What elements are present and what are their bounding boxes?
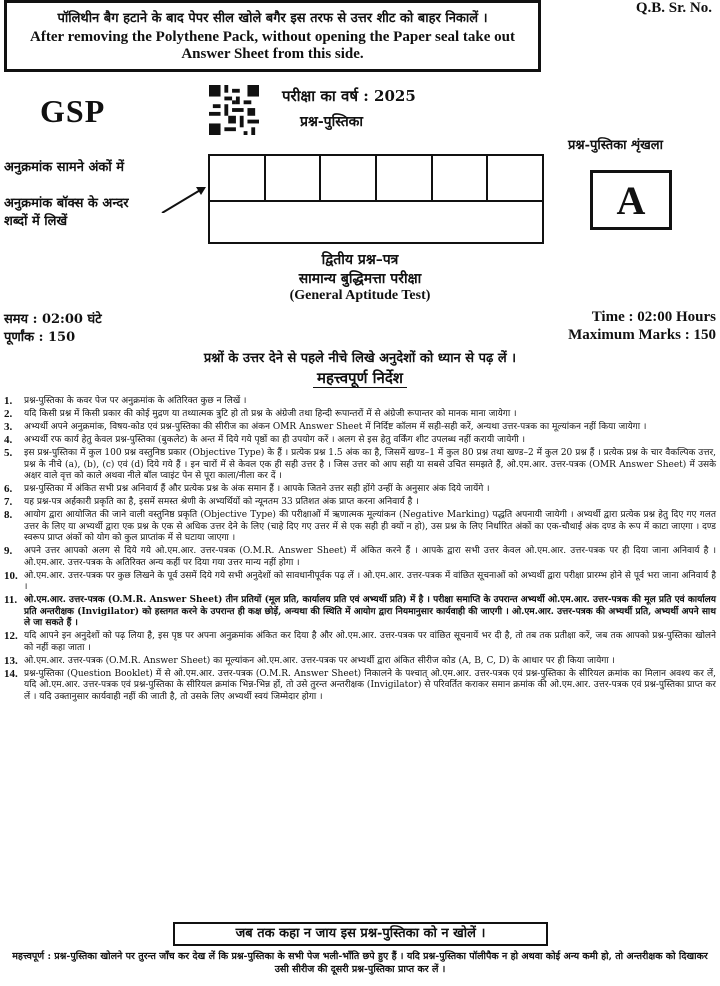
seal-notice-box bbox=[4, 0, 541, 72]
roll-digit-cell[interactable] bbox=[321, 156, 377, 200]
instruction-text: यदि आपने इन अनुदेशों को पढ़ लिया है, इस पृष्ठ पर अपना अनुक्रमांक अंकित कर दिया है और ओ.एम.आर. उत्तर-पत्रक पर वांछित सूचनायें भर दी है, तो तब तक प्रतीक्षा करें, जब तक आपको प्रश्न-पुस्तिका खोलने को नहीं कहा जाता । bbox=[24, 631, 716, 653]
instruction-number: 1. bbox=[4, 395, 13, 407]
instruction-text: अपने उत्तर आपको अलग से दिये गये ओ.एम.आर. उत्तर-पत्रक (O.M.R. Answer Sheet) में अंकित करने हैं । आपके द्वारा सभी उत्तर केवल ओ.एम.आर. उत्तर-पत्रक पर ही दिया जाना अनिवार्य है । ओ.एम.आर. उत्तर-पत्रक के अतिरिक्त अन्य कहीं पर दिया गया उत्तर मान्य नहीं होगा । bbox=[24, 546, 716, 568]
marks-english: Maximum Marks : 150 bbox=[568, 327, 716, 343]
instruction-number: 4. bbox=[4, 434, 13, 446]
instruction-item bbox=[4, 448, 716, 483]
instruction-number: 10. bbox=[4, 569, 18, 582]
instruction-text: अभ्यर्थी रफ कार्य हेतु केवल प्रश्न-पुस्तिका (बुकलेट) के अन्त में दिये गये पृष्ठों का ही उपयोग करें । अलग से इस हेतु वर्किंग शीट उपलब्ध नहीं करायी जायेगी । bbox=[24, 435, 526, 445]
series-box: A bbox=[590, 170, 672, 230]
instruction-item bbox=[4, 409, 716, 421]
instruction-item bbox=[4, 656, 716, 668]
instruction-text: ओ.एम.आर. उत्तर-पत्रक पर कुछ लिखने के पूर्व उसमें दिये गये सभी अनुदेशों को सावधानीपूर्वक पढ़ लें । ओ.एम.आर. उत्तर-पत्रक में वांछित सूचनाओं को अभ्यर्थी द्वारा परीक्षा प्रारम्भ होने से पूर्व भरा जाना अनिवार्य है । bbox=[24, 570, 716, 592]
instruction-text: प्रश्न-पुस्तिका (Question Booklet) में से ओ.एम.आर. उत्तर-पत्रक (O.M.R. Answer Sheet) निकालने के पश्चात् ओ.एम.आर. उत्तर-पत्रक एवं प्रश्न-पुस्तिका के सीरियल क्रमांक का मिलान अवश्य कर लें, यदि ओ.एम.आर. उत्तर-पत्रक एवं प्रश्न-पुस्तिका के सीरियल क्रमांक भिन्न-भिन्न हों, तो उसे तुरन्त अन्तरीक्षक (Invigilator) से परिवर्तित कराकर समान क्रमांक की ओ.एम.आर. उत्तर-पत्रक एवं प्रश्न-पुस्तिका प्राप्त कर लें । यदि उक्तानुसार कार्यवाही नहीं की जाती है, तो उसके लिए अभ्यर्थी स्वयं जिम्मेदार होगा । bbox=[24, 668, 716, 702]
instructions-title bbox=[0, 368, 720, 388]
subject-english: (General Aptitude Test) bbox=[289, 288, 431, 303]
instruction-number: 8. bbox=[4, 509, 13, 521]
instruction-number: 13. bbox=[4, 654, 18, 667]
instruction-text: आयोग द्वारा आयोजित की जाने वाली वस्तुनिष्ठ प्रकृति (Objective Type) की परीक्षाओं में ऋणात्मक मूल्यांकन (Negative Marking) पद्धति अपनायी जायेगी । अभ्यर्थी द्वारा प्रत्येक प्रश्न हेतु दिए गए गलत उत्तर के लिए या अभ्यर्थी द्वारा एक प्रश्न के एक से अधिक उत्तर देने के लिए (चाहे दिए गए उत्तर में से एक सही ही क्यों न हो), उस प्रश्न के लिए निर्धारित अंकों का एक-चौथाई अंक दण्ड के रूप में काटा जाएगा । दण्ड स्वरूप प्राप्त अंकों को योग को कुल प्राप्तांक में से घटाया जाएगा । bbox=[24, 510, 716, 543]
instruction-text: अभ्यर्थी अपने अनुक्रमांक, विषय-कोड एवं प्रश्न-पुस्तिका की सीरीज का अंकन OMR Answer Sheet में निर्दिष्ट कॉलम में सही-सही करें, अन्यथा उत्तर-पत्रक का मूल्यांकन नहीं किया जायेगा । bbox=[24, 422, 647, 432]
instruction-item bbox=[4, 631, 716, 654]
qr-code-icon bbox=[208, 85, 260, 135]
important-note: महत्त्वपूर्ण : प्रश्न-पुस्तिका खोलने पर तुरन्त जाँच कर देख लें कि प्रश्न-पुस्तिका के सभी पेज भली-भाँति छपे हुए हैं । यदि प्रश्न-पुस्तिका पॉलीपैक न हो अथवा कोई अन्य कमी हो, तो अन्तरीक्षक को दिखाकर उसी सीरीज की दूसरी प्रश्न-पुस्तिका प्राप्त कर लें । bbox=[12, 951, 708, 975]
instruction-text: प्रश्न-पुस्तिका में अंकित सभी प्रश्न अनिवार्य हैं और प्रत्येक प्रश्न के अंक समान हैं । आपके जितने उत्तर सही होंगे उन्हीं के अनुसार अंक दिये जायेंगे । bbox=[24, 484, 490, 494]
exam-year: परीक्षा का वर्ष : 2025 bbox=[282, 87, 416, 105]
instructions-list bbox=[4, 396, 716, 705]
instruction-text: यदि किसी प्रश्न में किसी प्रकार की कोई मुद्रण या तथ्यात्मक त्रुटि हो तो प्रश्न के अंग्रेजी तथा हिन्दी रूपान्तरों में से अंग्रेजी रूपान्तर को मानक माना जायेगा । bbox=[24, 409, 517, 419]
instruction-number: 7. bbox=[4, 496, 13, 508]
instruction-text: ओ.एम.आर. उत्तर-पत्रक (O.M.R. Answer Sheet) तीन प्रतियों (मूल प्रति, कार्यालय प्रति एवं अभ्यर्थी प्रति) में है । परीक्षा समाप्ति के उपरान्त अभ्यर्थी ओ.एम.आर. उत्तर-पत्रक की मूल प्रति एवं कार्यालय प्रति अन्तरीक्षक (Invigilator) को हस्तगत करने के उपरान्त ही कक्ष छोड़ें, अन्यथा की स्थिति में आयोग द्वारा नियमानुसार कार्यवाही की जाएगी । ओ.एम.आर. उत्तर-पत्रक की अभ्यर्थी प्रति, अभ्यर्थी अपने साथ ले जा सकते हैं । bbox=[24, 595, 716, 628]
instruction-number: 2. bbox=[4, 408, 13, 420]
do-not-open-notice: जब तक कहा न जाय इस प्रश्न-पुस्तिका को न खोलें । bbox=[173, 922, 548, 946]
seal-notice-hindi: पॉलिथीन बैग हटाने के बाद पेपर सील खोले बगैर इस तरफ से उत्तर शीट को बाहर निकालें । bbox=[57, 11, 488, 26]
roll-digit-cell[interactable] bbox=[266, 156, 322, 200]
booklet-label: प्रश्न-पुस्तिका bbox=[300, 114, 364, 130]
roll-words-field[interactable] bbox=[210, 200, 542, 244]
instruction-item bbox=[4, 435, 716, 447]
instruction-item bbox=[4, 497, 716, 509]
instructions-lead: प्रश्नों के उत्तर देने से पहले नीचे लिखे अनुदेशों को ध्यान से पढ़ लें । bbox=[203, 351, 517, 366]
instruction-number: 5. bbox=[4, 447, 13, 459]
instructions-title-text: महत्त्वपूर्ण निर्देश bbox=[313, 369, 407, 388]
marks-hindi: पूर्णांक : 150 bbox=[4, 330, 76, 345]
instruction-text: यह प्रश्न-पत्र अर्हकारी प्रकृति का है, इसमें समस्त श्रेणी के अभ्यर्थियों को न्यूनतम 33 प्रतिशत अंक प्राप्त करना अनिवार्य है । bbox=[24, 497, 419, 507]
instruction-item bbox=[4, 510, 716, 545]
time-english: Time : 02:00 Hours bbox=[591, 309, 716, 325]
instruction-number: 12. bbox=[4, 630, 18, 642]
instruction-number: 6. bbox=[4, 483, 13, 495]
roll-digit-cell[interactable] bbox=[377, 156, 433, 200]
subject-code: GSP bbox=[40, 93, 106, 129]
roll-digit-cell[interactable] bbox=[433, 156, 489, 200]
instruction-number: 11. bbox=[4, 594, 18, 606]
roll-number-digit-cells[interactable] bbox=[210, 156, 542, 200]
instruction-text: ओ.एम.आर. उत्तर-पत्रक (O.M.R. Answer Sheet) का मूल्यांकन ओ.एम.आर. उत्तर-पत्रक पर अभ्यर्थी द्वारा अंकित सीरीज कोड (A, B, C, D) के आधार पर ही किया जायेगा । bbox=[24, 655, 615, 666]
time-hindi: समय : 02:00 घंटे bbox=[4, 312, 102, 327]
instruction-item bbox=[4, 669, 716, 704]
roll-digit-cell[interactable] bbox=[488, 156, 542, 200]
arrow-right-icon bbox=[160, 183, 208, 213]
paper-number: द्वितीय प्रश्न–पत्र bbox=[321, 252, 399, 268]
instruction-item bbox=[4, 546, 716, 569]
instruction-item bbox=[4, 396, 716, 408]
roll-digit-cell[interactable] bbox=[210, 156, 266, 200]
instruction-number: 9. bbox=[4, 545, 13, 557]
instruction-text: इस प्रश्न-पुस्तिका में कुल 100 प्रश्न वस्तुनिष्ठ प्रकार (Objective Type) के हैं । प्रत्येक प्रश्न 1.5 अंक का है, जिसमें खण्ड–1 में कुल 80 प्रश्न तथा खण्ड–2 में कुल 20 प्रश्न हैं । प्रत्येक प्रश्न के चार वैकल्पिक उत्तर, प्रश्न के नीचे (a), (b), (c) एवं (d) दिये गये हैं । इन चारों में से केवल एक ही सही उत्तर है । जिस उत्तर को आप सही या सबसे उचित समझते हैं, ओ.एम.आर. उत्तर-पत्रक (OMR Answer Sheet) में उसके अक्षर वाले वृत्त को काले अथवा नीले बॉल प्वाइंट पेन से पूरा काला/नीला कर दें । bbox=[24, 448, 716, 481]
roll-number-box[interactable] bbox=[208, 154, 544, 244]
seal-notice-english: After removing the Polythene Pack, without opening the Paper seal take out Answer Sheet from this side. bbox=[30, 29, 515, 62]
roll-hint-box: अनुक्रमांक बॉक्स के अन्दर bbox=[4, 196, 129, 211]
instruction-item bbox=[4, 484, 716, 496]
instruction-number: 3. bbox=[4, 421, 13, 433]
roll-hint-words: शब्दों में लिखें bbox=[4, 214, 68, 229]
qb-serial-label: Q.B. Sr. No. bbox=[635, 0, 712, 16]
roll-hint-digits: अनुक्रमांक सामने अंकों में bbox=[4, 160, 125, 175]
instruction-item bbox=[4, 422, 716, 434]
instruction-text: प्रश्न-पुस्तिका के कवर पेज पर अनुक्रमांक के अतिरिक्त कुछ न लिखें । bbox=[24, 396, 247, 406]
series-label: प्रश्न-पुस्तिका शृंखला bbox=[568, 138, 663, 153]
instruction-item bbox=[4, 571, 716, 594]
instruction-number: 14. bbox=[4, 667, 18, 680]
instruction-item bbox=[4, 595, 716, 630]
subject-hindi: सामान्य बुद्धिमत्ता परीक्षा bbox=[298, 271, 422, 287]
